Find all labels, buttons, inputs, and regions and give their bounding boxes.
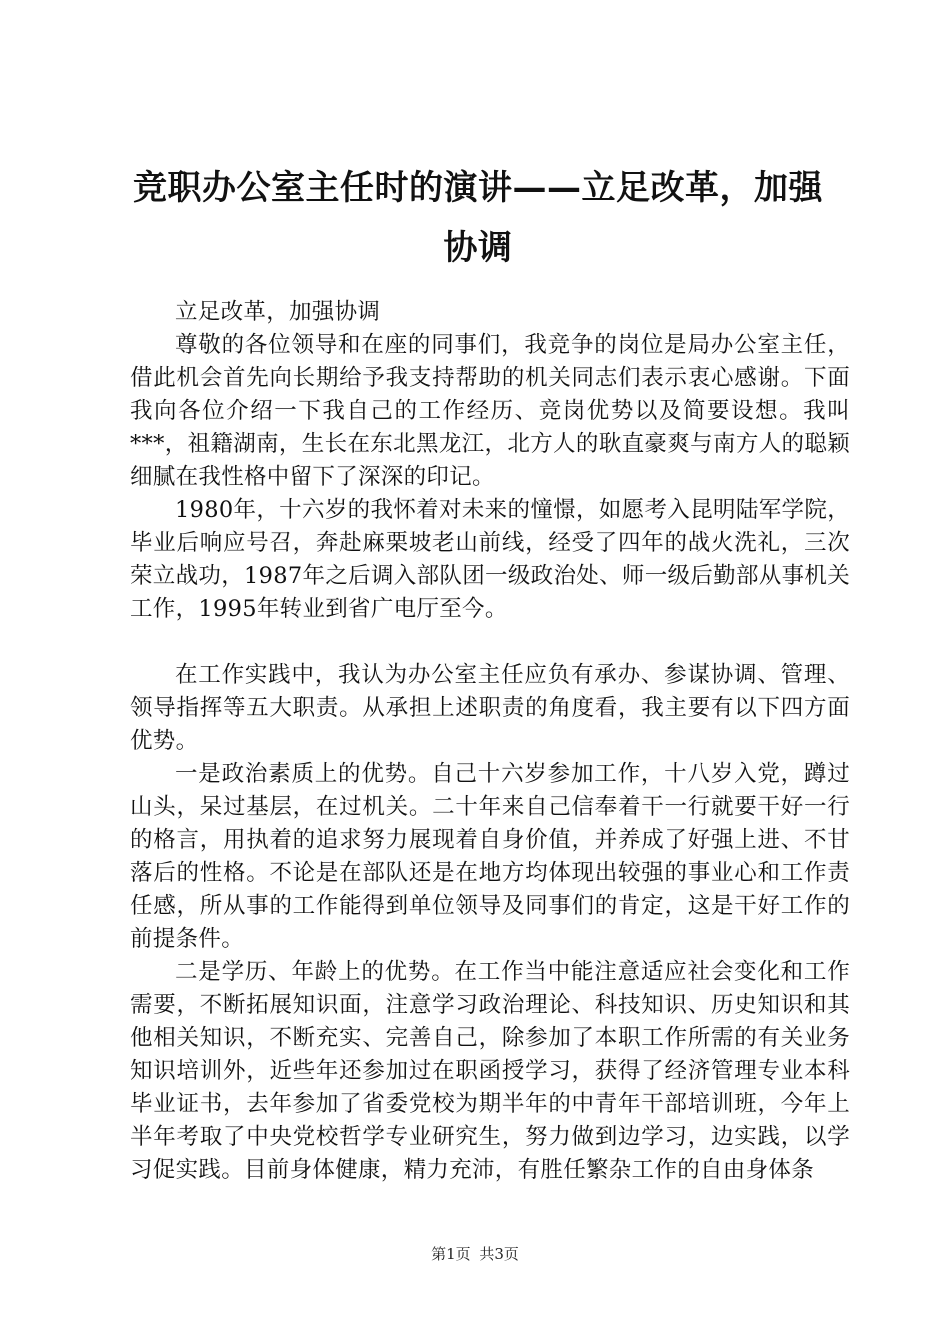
paragraph-experience: 1980年，十六岁的我怀着对未来的憧憬，如愿考入昆明陆军学院，毕业后响应号召，奔赴麻栗坡老山前线，经受了四年的战火洗礼，三次荣立战功，1987年之后调入部队团一级政治处、师一级后勤部从事机关工作，1995年转业到省广电厅至今。 (130, 497, 850, 622)
page-total: 共3页 (479, 1245, 519, 1263)
page-number: 第1页 (431, 1245, 471, 1263)
paragraph-advantage-education: 二是学历、年龄上的优势。在工作当中能注意适应社会变化和工作需要，不断拓展知识面，注意学习政治理论、科技知识、历史知识和其他相关知识，不断充实、完善自己，除参加了本职工作所需的有关业务知识培训外，近些年还参加过在职函授学习，获得了经济管理专业本科毕业证书，去年参加了省委党校为期半年的中青年干部培训班，今年上半年考取了中央党校哲学专业研究生，努力做到边学习，边实践，以学习促实践。目前身体健康，精力充沛，有胜任繁杂工作的自由身体条 (130, 959, 850, 1183)
subtitle-paragraph: 立足改革，加强协调 (175, 299, 381, 325)
paragraph-greeting: 尊敬的各位领导和在座的同事们，我竞争的岗位是局办公室主任，借此机会首先向长期给予我支持帮助的机关同志们表示衷心感谢。下面我向各位介绍一下我自己的工作经历、竞岗优势以及简要设想。我叫***，祖籍湖南，生长在东北黑龙江，北方人的耿直豪爽与南方人的聪颖细腻在我性格中留下了深深的印记。 (130, 332, 850, 490)
document-body (130, 296, 850, 1187)
paragraph-duties: 在工作实践中，我认为办公室主任应负有承办、参谋协调、管理、领导指挥等五大职责。从承担上述职责的角度看，我主要有以下四方面优势。 (130, 662, 850, 754)
paragraph-advantage-political: 一是政治素质上的优势。自己十六岁参加工作，十八岁入党，蹲过山头，呆过基层，在过机关。二十年来自己信奉着干一行就要干好一行的格言，用执着的追求努力展现着自身价值，并养成了好强上进、不甘落后的性格。不论是在部队还是在地方均体现出较强的事业心和工作责任感，所从事的工作能得到单位领导及同事们的肯定，这是干好工作的前提条件。 (130, 761, 850, 952)
page-footer (0, 1244, 950, 1264)
document-title: 竞职办公室主任时的演讲——立足改革，加强协调 (133, 168, 823, 268)
